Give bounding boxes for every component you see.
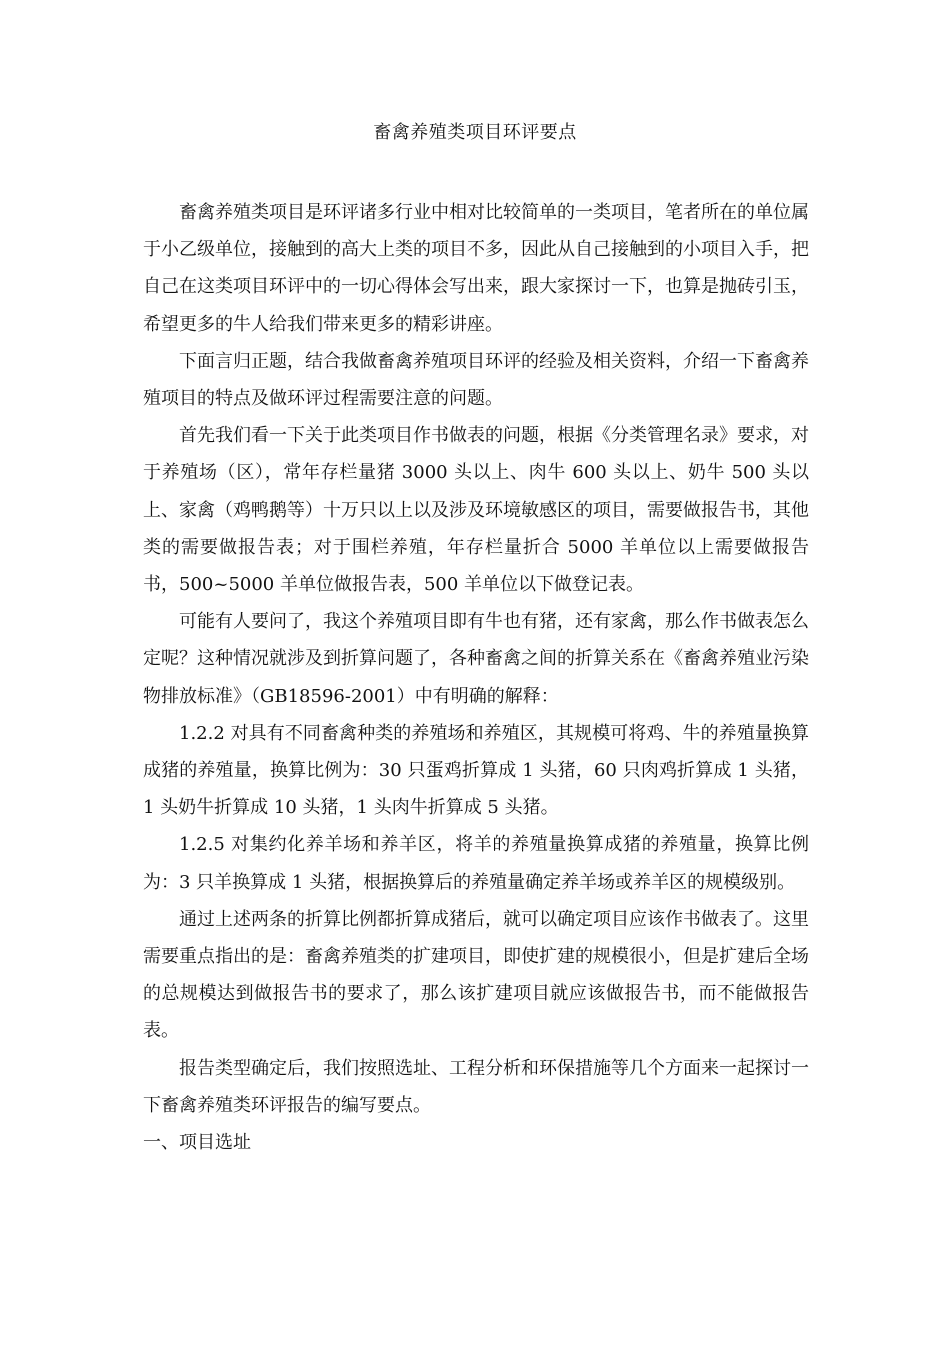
section-heading: 一、项目选址 [143,1132,251,1154]
document-body [143,194,809,1161]
paragraph-outline: 报告类型确定后，我们按照选址、工程分析和环保措施等几个方面来一起探讨一下畜禽养殖类环评报告的编写要点。 [143,1057,809,1116]
paragraph-intro: 畜禽养殖类项目是环评诸多行业中相对比较简单的一类项目，笔者所在的单位属于小乙级单位，接触到的高大上类的项目不多，因此从自己接触到的小项目入手，把自己在这类项目环评中的一切心得体会写出来，跟大家探讨一下，也算是抛砖引玉，希望更多的牛人给我们带来更多的精彩讲座。 [143,202,809,335]
document-title: 畜禽养殖类项目环评要点 [373,122,577,143]
paragraph-expansion-note: 通过上述两条的折算比例都折算成猪后，就可以确定项目应该作书做表了。这里需要重点指出的是：畜禽养殖类的扩建项目，即使扩建的规模很小，但是扩建后全场的总规模达到做报告书的要求了，那么该扩建项目就应该做报告书，而不能做报告表。 [143,908,809,1042]
paragraph-classification: 首先我们看一下关于此类项目作书做表的问题，根据《分类管理名录》要求，对于养殖场（区），常年存栏量猪 3000 头以上、肉牛 600 头以上、奶牛 500 头以上、家禽（鸡鸭鹅等）十万只以上以及涉及环境敏感区的项目，需要做报告书，其他类的需要做报告表；对于围栏养殖，年存栏量折合 5000 羊单位以上需要做报告书，500~5000 羊单位做报告表，500 羊单位以下做登记表。 [143,425,809,596]
paragraph-clause-1-2-5: 1.2.5 对集约化养羊场和养羊区，将羊的养殖量换算成猪的养殖量，换算比例为：3 只羊换算成 1 头猪，根据换算后的养殖量确定养羊场或养羊区的规模级别。 [143,834,809,893]
paragraph-topic: 下面言归正题，结合我做畜禽养殖项目环评的经验及相关资料，介绍一下畜禽养殖项目的特点及做环评过程需要注意的问题。 [143,350,809,410]
paragraph-clause-1-2-2: 1.2.2 对具有不同畜禽种类的养殖场和养殖区，其规模可将鸡、牛的养殖量换算成猪的养殖量，换算比例为：30 只蛋鸡折算成 1 头猪，60 只肉鸡折算成 1 头猪，1 头奶牛折算成 10 头猪，1 头肉牛折算成 5 头猪。 [143,722,809,819]
paragraph-conversion-question: 可能有人要问了，我这个养殖项目即有牛也有猪，还有家禽，那么作书做表怎么定呢？这种情况就涉及到折算问题了，各种畜禽之间的折算关系在《畜禽养殖业污染物排放标准》（GB18596-2001）中有明确的解释： [143,611,809,707]
